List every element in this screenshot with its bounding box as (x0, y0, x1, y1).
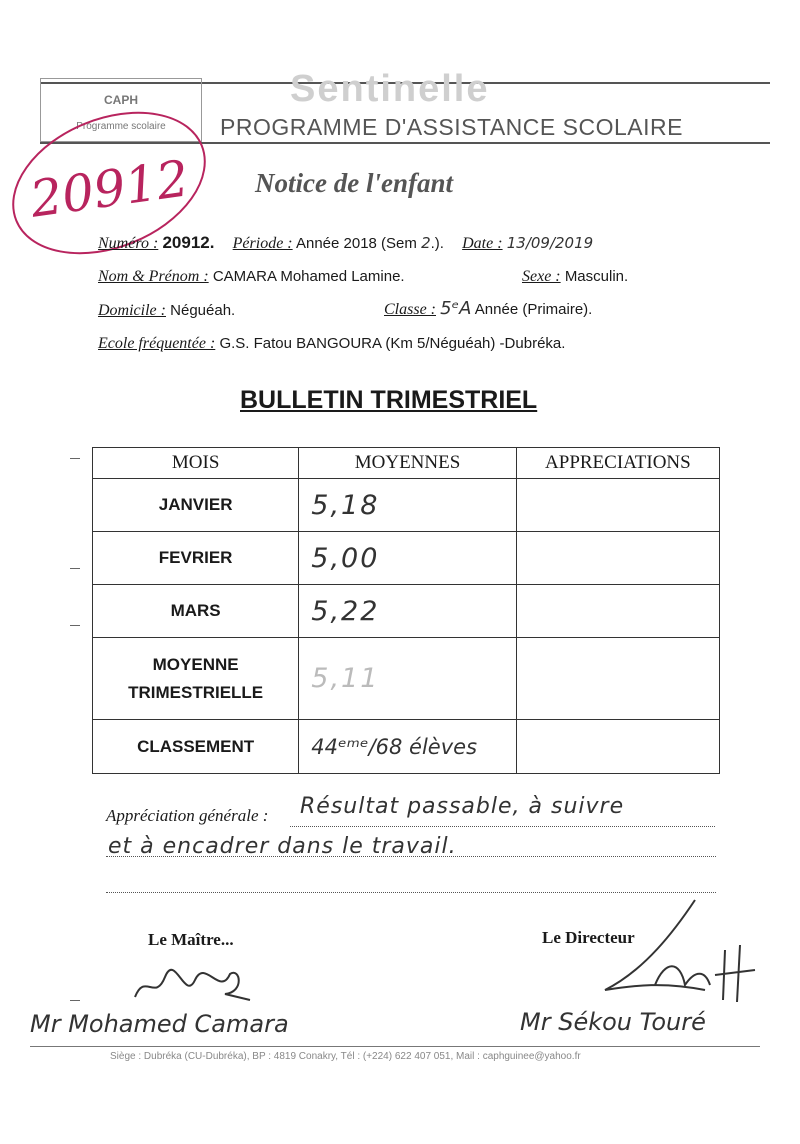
dotted-line (290, 826, 715, 827)
field-row-numero (98, 233, 593, 253)
row-moyenne: 5,11 (311, 663, 380, 694)
footer-address: Siège : Dubréka (CU-Dubréka), BP : 4819 Conakry, Tél : (+224) 622 407 051, Mail : caphguinee@yahoo.fr (110, 1051, 581, 1062)
periode-sem: 2 (421, 234, 431, 252)
classe-hand: 5ᵉA (440, 298, 472, 319)
row-appreciation (516, 585, 719, 638)
logo-text: CAPH (103, 93, 138, 107)
table-row (93, 585, 720, 638)
periode-label: Période : (232, 235, 293, 252)
ecole-value: G.S. Fatou BANGOURA (Km 5/Néguéah) -Dubréka. (219, 335, 566, 352)
classe-label: Classe : (384, 301, 436, 318)
sexe-label: Sexe : (522, 268, 561, 285)
numero-value: 20912. (162, 233, 215, 252)
field-row-domicile (98, 302, 235, 320)
row-mois: FEVRIER (93, 532, 299, 585)
directeur-label: Le Directeur (542, 928, 635, 947)
appreciation-line-2: et à encadrer dans le travail. (108, 834, 457, 859)
appreciation-label: Appréciation générale : (106, 806, 269, 825)
row-mois: MARS (93, 585, 299, 638)
date-label: Date : (462, 235, 503, 252)
field-row-nom (98, 268, 405, 286)
dotted-line (106, 856, 716, 857)
notice-title: Notice de l'enfant (255, 168, 453, 198)
brand-name: Sentinelle (290, 68, 490, 110)
domicile-label: Domicile : (98, 302, 166, 319)
row-appreciation (516, 532, 719, 585)
row-moyenne: 5,22 (311, 595, 380, 627)
directeur-name: Mr Sékou Touré (520, 1008, 706, 1036)
appreciation-line-1: Résultat passable, à suivre (300, 794, 625, 819)
table-row (93, 479, 720, 532)
row-moyenne: 44ᵉᵐᵉ/68 élèves (311, 734, 478, 759)
header-mois: MOIS (93, 448, 299, 479)
table-row (93, 532, 720, 585)
header-moyennes: MOYENNES (299, 448, 517, 479)
row-moyenne: 5,18 (311, 489, 380, 521)
periode-end: .). (430, 235, 444, 252)
sexe-value: Masculin. (564, 268, 629, 285)
classe-value: Année (Primaire). (474, 301, 593, 318)
maitre-label: Le Maître... (148, 930, 234, 949)
margin-mark (70, 458, 80, 459)
stamp-number: 20912 (26, 149, 193, 229)
maitre-name: Mr Mohamed Camara (30, 1010, 289, 1038)
nom-label: Nom & Prénom : (98, 268, 209, 285)
margin-mark (70, 1000, 80, 1001)
header-appreciations: APPRECIATIONS (516, 448, 719, 479)
row-mois: CLASSEMENT (93, 720, 299, 774)
row-mois: JANVIER (93, 479, 299, 532)
directeur-signature (585, 890, 765, 1010)
field-row-classe (384, 298, 592, 319)
footer-rule (30, 1046, 760, 1047)
table-row (93, 638, 720, 720)
logo-subtitle: Programme scolaire (76, 121, 166, 132)
numero-label: Numéro : (98, 235, 159, 252)
row-appreciation (516, 720, 719, 774)
grades-table (92, 447, 720, 774)
table-header-row (93, 448, 720, 479)
ecole-label: Ecole fréquentée : (98, 335, 216, 352)
periode-value: Année 2018 (Sem (295, 235, 417, 252)
table-row (93, 720, 720, 774)
row-mois: MOYENNE TRIMESTRIELLE (93, 638, 299, 720)
row-moyenne: 5,00 (311, 542, 380, 574)
bulletin-title: BULLETIN TRIMESTRIEL (240, 386, 538, 414)
field-row-sexe (522, 268, 628, 286)
nom-value: CAMARA Mohamed Lamine. (212, 268, 405, 285)
domicile-value: Néguéah. (170, 302, 236, 319)
margin-mark (70, 568, 80, 569)
margin-mark (70, 625, 80, 626)
maitre-signature (130, 962, 260, 1012)
date-value: 13/09/2019 (506, 234, 594, 252)
program-title: PROGRAMME D'ASSISTANCE SCOLAIRE (220, 114, 683, 140)
row-appreciation (516, 479, 719, 532)
row-appreciation (516, 638, 719, 720)
field-row-ecole (98, 335, 565, 353)
